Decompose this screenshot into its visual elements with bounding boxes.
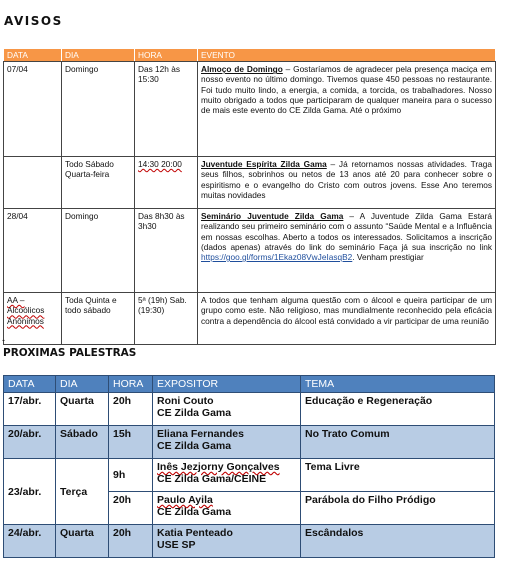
avisos-header-row — [4, 49, 496, 62]
cell-dia: Todo Sábado Quarta-feira — [62, 157, 135, 209]
expositor-name: Inês Jezjorny Gonçalves — [157, 461, 280, 473]
cell-hora: 5ª (19h) Sab. (19:30) — [135, 293, 198, 345]
table-row — [4, 393, 495, 426]
cell-expositor — [153, 459, 301, 492]
cell-hora: 9h — [109, 459, 153, 492]
header-hora: HORA — [109, 376, 153, 393]
table-row — [4, 293, 496, 345]
expositor-local: CE Zilda Gama — [157, 407, 232, 419]
cell-evento — [198, 209, 496, 293]
expositor-name: Paulo Ayila — [157, 494, 213, 506]
cell-data — [4, 293, 62, 345]
expositor-name: Eliana Fernandes — [157, 428, 244, 440]
table-row — [4, 62, 496, 157]
cell-data: 17/abr. — [4, 393, 56, 426]
cell-tema: Educação e Regeneração — [301, 393, 495, 426]
cell-hora: 15h — [109, 426, 153, 459]
cell-dia: Quarta — [56, 525, 109, 558]
cell-tema: Tema Livre — [301, 459, 495, 492]
evento-title: Almoço de Domingo — [201, 64, 283, 75]
evento-text: – A Juventude Zilda Gama Estará realizando seu primeiro seminário com o assunto “Saúde Mental e a Influência em nossas escolhas. Aberto a todos os interessados. Solicitamos a inscrição (dados apenas) através do link do seminário Faça já sua inscrição no link — [201, 211, 492, 252]
cell-hora: 20h — [109, 525, 153, 558]
evento-title: Juventude Espírita Zilda Gama — [201, 159, 327, 170]
table-row — [4, 426, 495, 459]
evento-text: – Gostaríamos de agradecer pela presença maciça em nosso evento no último domingo. Tivemos quase 450 pessoas no restaurante. Foi tudo muito lindo, a energia, a comida, a torcida, os trabalhadores. Nosso muito obrigado a todos que participaram de qualquer maneira para o sucesso de mais este evento do CE Zilda Gama. Até o próximo — [201, 64, 492, 116]
evento-title: Seminário Juventude Zilda Gama — [201, 211, 344, 222]
expositor-name: Roni Couto — [157, 395, 214, 407]
header-evento: EVENTO — [198, 49, 496, 62]
cell-data: 20/abr. — [4, 426, 56, 459]
cell-hora: Das 12h às 15:30 — [135, 62, 198, 157]
header-tema: TEMA — [301, 376, 495, 393]
evento-after: . Venham prestigiar — [352, 252, 424, 263]
cell-tema: Parábola do Filho Pródigo — [301, 492, 495, 525]
header-expositor: EXPOSITOR — [153, 376, 301, 393]
cell-dia: Toda Quinta e todo sábado — [62, 293, 135, 345]
cell-evento — [198, 157, 496, 209]
expositor-local: CE Zilda Gama — [157, 440, 232, 452]
cell-dia: Sábado — [56, 426, 109, 459]
cell-hora: Das 8h30 às 3h30 — [135, 209, 198, 293]
expositor-local: USE SP — [157, 539, 196, 551]
separator: - — [2, 335, 5, 345]
expositor-name: Katia Penteado — [157, 527, 233, 539]
cell-data: 24/abr. — [4, 525, 56, 558]
cell-dia: Quarta — [56, 393, 109, 426]
table-row — [4, 209, 496, 293]
expositor-local: CE Zilda Gama/CEINE — [157, 473, 267, 485]
data-text: AA – Alcoólicos Anônimos — [7, 295, 45, 326]
header-hora: HORA — [135, 49, 198, 62]
hora-text: 14:30 20:00 — [138, 159, 182, 170]
cell-dia: Domingo — [62, 209, 135, 293]
header-data: DATA — [4, 49, 62, 62]
cell-data: 07/04 — [4, 62, 62, 157]
evento-text: – Já retornamos nossas atividades. Traga seus filhos, sobrinhos ou netos de 13 anos até 20 para conhecer sobre o espiritismo e o evangelho do Cristo com outros jovens. Esse Ano teremos muitas novidades — [201, 159, 493, 200]
header-dia: DIA — [62, 49, 135, 62]
cell-hora — [135, 157, 198, 209]
palestras-table — [3, 375, 495, 558]
cell-hora: 20h — [109, 393, 153, 426]
table-row — [4, 157, 496, 209]
cell-expositor — [153, 492, 301, 525]
table-row — [4, 525, 495, 558]
expositor-local: CE Zilda Gama — [157, 506, 232, 518]
cell-expositor — [153, 393, 301, 426]
palestras-title: PROXIMAS PALESTRAS — [3, 347, 137, 359]
table-row — [4, 459, 495, 492]
cell-evento — [198, 62, 496, 157]
cell-tema: Escândalos — [301, 525, 495, 558]
cell-expositor — [153, 525, 301, 558]
cell-data: 23/abr. — [4, 459, 56, 525]
cell-dia: Terça — [56, 459, 109, 525]
evento-text: A todos que tenham alguma questão com o álcool e queira participar de um grupo como este. Não religioso, mas mundialmente reconhecido pela eficácia contra a dependência do álcool está convidado a vir participar de uma reunião — [201, 295, 492, 326]
header-data: DATA — [4, 376, 56, 393]
palestras-header-row — [4, 376, 495, 393]
cell-hora: 20h — [109, 492, 153, 525]
cell-expositor — [153, 426, 301, 459]
cell-data — [4, 157, 62, 209]
cell-data: 28/04 — [4, 209, 62, 293]
avisos-title: AVISOS — [4, 14, 63, 28]
cell-dia: Domingo — [62, 62, 135, 157]
avisos-table — [3, 48, 496, 345]
evento-link[interactable]: https://goo.gl/forms/1Ekaz08VwJeIasqB2 — [201, 252, 353, 263]
cell-tema: No Trato Comum — [301, 426, 495, 459]
cell-evento — [198, 293, 496, 345]
header-dia: DIA — [56, 376, 109, 393]
